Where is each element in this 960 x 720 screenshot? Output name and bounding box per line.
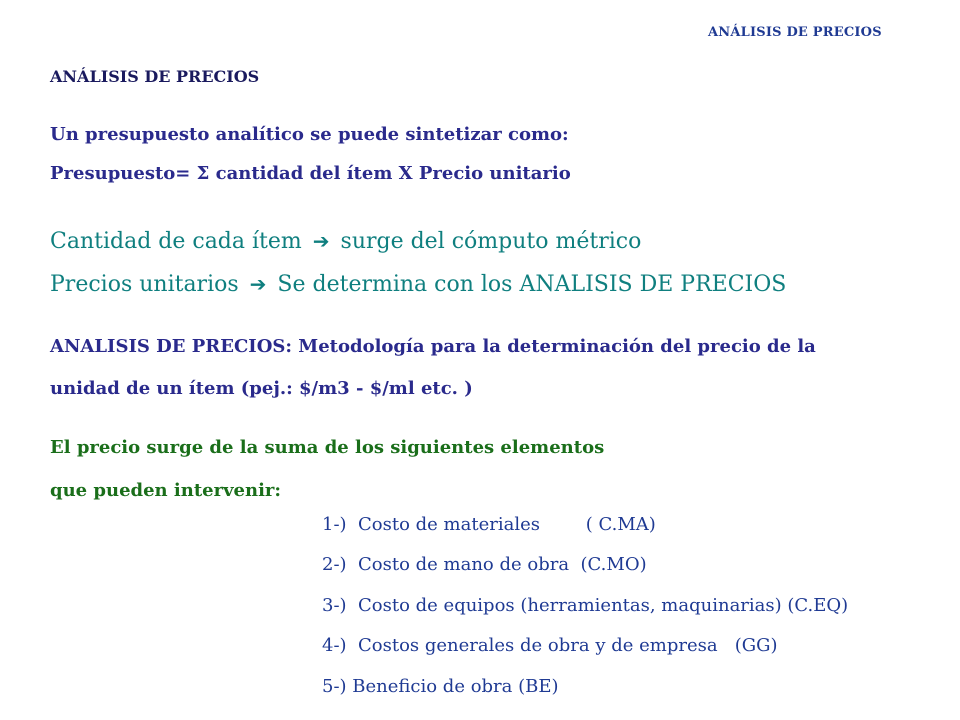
slide-title: ANÁLISIS DE PRECIOS [50, 67, 260, 86]
intro-line-2: Presupuesto= Σ cantidad del ítem X Precio unitario [50, 163, 571, 184]
cantidad-label: Cantidad de cada ítem [50, 229, 302, 254]
header-title: ANÁLISIS DE PRECIOS [708, 25, 882, 40]
arrow-right-icon: ➔ [249, 272, 267, 296]
arrow-right-icon: ➔ [312, 229, 330, 253]
definition-line-1: ANALISIS DE PRECIOS: Metodología para la determinación del precio de la [50, 336, 816, 357]
list-item: 2-) Costo de mano de obra (C.MO) [322, 554, 647, 575]
list-item: 3-) Costo de equipos (herramientas, maquinarias) (C.EQ) [322, 595, 849, 616]
precios-line [50, 272, 786, 297]
precios-label: Precios unitarios [50, 272, 239, 297]
list-item: 1-) Costo de materiales ( C.MA) [322, 514, 656, 535]
cantidad-line [50, 229, 641, 254]
cantidad-text: surge del cómputo métrico [340, 229, 642, 254]
list-item: 5-) Beneficio de obra (BE) [322, 676, 559, 697]
elements-line-1: El precio surge de la suma de los siguientes elementos [50, 437, 605, 458]
intro-line-1: Un presupuesto analítico se puede sintetizar como: [50, 124, 569, 145]
list-item: 4-) Costos generales de obra y de empresa (GG) [322, 635, 778, 656]
precios-text: Se determina con los ANALISIS DE PRECIOS [277, 272, 787, 297]
elements-line-2: que pueden intervenir: [50, 480, 282, 501]
definition-line-2: unidad de un ítem (pej.: $/m3 - $/ml etc. ) [50, 378, 473, 399]
